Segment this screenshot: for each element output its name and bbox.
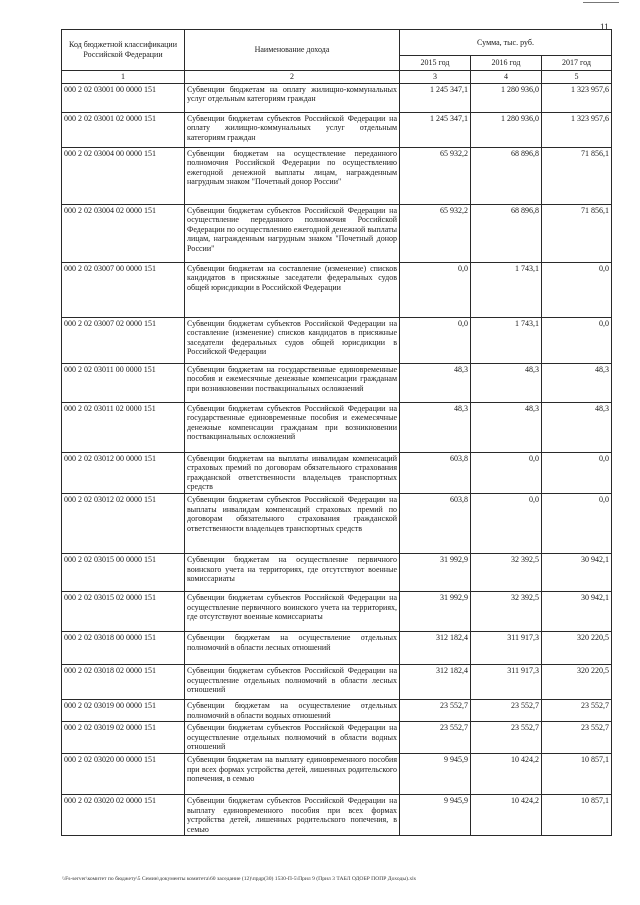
row-amount-2015: 312 182,4 — [400, 631, 471, 664]
row-code: 000 2 02 03007 00 0000 151 — [62, 262, 185, 317]
row-amount-2015: 65 932,2 — [400, 204, 471, 262]
row-amount-2015: 603,8 — [400, 493, 471, 553]
row-amount-2016: 10 424,2 — [471, 794, 542, 835]
row-name: Субвенции бюджетам субъектов Российской Федерации на осуществление отдельных полномочий в области водных отношений — [185, 722, 400, 754]
row-amount-2017: 10 857,1 — [542, 753, 612, 794]
table-row — [62, 363, 612, 402]
row-amount-2017: 0,0 — [542, 452, 612, 493]
row-amount-2015: 23 552,7 — [400, 722, 471, 754]
row-amount-2016: 1 280 936,0 — [471, 112, 542, 147]
row-amount-2015: 23 552,7 — [400, 699, 471, 721]
row-amount-2015: 65 932,2 — [400, 147, 471, 204]
table-row — [62, 591, 612, 631]
row-amount-2016: 32 392,5 — [471, 591, 542, 631]
row-amount-2016: 10 424,2 — [471, 753, 542, 794]
row-amount-2016: 32 392,5 — [471, 553, 542, 591]
row-amount-2016: 1 743,1 — [471, 262, 542, 317]
row-name: Субвенции бюджетам субъектов Российской Федерации на выплату единовременного пособия при всех формах устройства детей, лишенных родительского попечения, в семью — [185, 794, 400, 835]
row-name: Субвенции бюджетам на осуществление отдельных полномочий в области лесных отношений — [185, 631, 400, 664]
row-code: 000 2 02 03012 00 0000 151 — [62, 452, 185, 493]
table-row — [62, 402, 612, 452]
row-amount-2017: 48,3 — [542, 363, 612, 402]
row-amount-2016: 0,0 — [471, 493, 542, 553]
row-code: 000 2 02 03011 00 0000 151 — [62, 363, 185, 402]
row-amount-2016: 311 917,3 — [471, 631, 542, 664]
row-code: 000 2 02 03011 02 0000 151 — [62, 402, 185, 452]
row-amount-2016: 48,3 — [471, 363, 542, 402]
table-row — [62, 794, 612, 835]
col-number-4: 4 — [471, 71, 542, 84]
table-row — [62, 493, 612, 553]
row-code: 000 2 02 03015 00 0000 151 — [62, 553, 185, 591]
row-amount-2017: 10 857,1 — [542, 794, 612, 835]
row-code: 000 2 02 03007 02 0000 151 — [62, 317, 185, 363]
table-row — [62, 147, 612, 204]
header-sum: Сумма, тыс. руб. — [400, 30, 612, 56]
table-row — [62, 699, 612, 721]
row-amount-2017: 71 856,1 — [542, 147, 612, 204]
row-name: Субвенции бюджетам на составление (изменение) списков кандидатов в присяжные заседатели федеральных судов общей юрисдикции в Российской Федерации — [185, 262, 400, 317]
row-name: Субвенции бюджетам на оплату жилищно-коммунальных услуг отдельным категориям граждан — [185, 83, 400, 112]
row-code: 000 2 02 03004 00 0000 151 — [62, 147, 185, 204]
row-amount-2015: 9 945,9 — [400, 753, 471, 794]
top-rule — [583, 2, 619, 3]
row-code: 000 2 02 03001 00 0000 151 — [62, 83, 185, 112]
row-code: 000 2 02 03015 02 0000 151 — [62, 591, 185, 631]
row-name: Субвенции бюджетам субъектов Российской Федерации на осуществление первичного воинского учета на территориях, где отсутствуют военные комиссариаты — [185, 591, 400, 631]
col-number-2: 2 — [185, 71, 400, 84]
row-amount-2017: 0,0 — [542, 262, 612, 317]
revenue-table — [61, 29, 612, 836]
row-code: 000 2 02 03001 02 0000 151 — [62, 112, 185, 147]
row-code: 000 2 02 03019 00 0000 151 — [62, 699, 185, 721]
row-amount-2017: 320 220,5 — [542, 664, 612, 699]
row-amount-2015: 312 182,4 — [400, 664, 471, 699]
col-number-3: 3 — [400, 71, 471, 84]
table-row — [62, 631, 612, 664]
row-amount-2017: 30 942,1 — [542, 553, 612, 591]
row-name: Субвенции бюджетам субъектов Российской Федерации на осуществление переданного полномочия Российской Федерации по осуществлению ежегодной денежной выплаты лицам, награжденным нагрудным знаком "Почетный донор России" — [185, 204, 400, 262]
row-amount-2016: 68 896,8 — [471, 147, 542, 204]
row-code: 000 2 02 03012 02 0000 151 — [62, 493, 185, 553]
row-code: 000 2 02 03020 00 0000 151 — [62, 753, 185, 794]
table-row — [62, 753, 612, 794]
row-amount-2017: 30 942,1 — [542, 591, 612, 631]
row-amount-2015: 31 992,9 — [400, 553, 471, 591]
row-amount-2017: 1 323 957,6 — [542, 83, 612, 112]
row-amount-2016: 0,0 — [471, 452, 542, 493]
row-amount-2017: 23 552,7 — [542, 699, 612, 721]
file-path-footer: \\Fs-server\комитет по бюджету\5 Семин\документы комитета\60 заседание (12)\прдр(30) 1530-П-5\Прил 9 (Прил 3 ТАБЛ ОДОБР ПОПР Доходы).xls — [62, 876, 416, 882]
row-amount-2015: 0,0 — [400, 317, 471, 363]
row-name: Субвенции бюджетам на выплаты инвалидам компенсаций страховых премий по договорам обязательного страхования гражданской ответственности владельцев транспортных средств — [185, 452, 400, 493]
row-name: Субвенции бюджетам субъектов Российской Федерации на оплату жилищно-коммунальных услуг отдельным категориям граждан — [185, 112, 400, 147]
table-row — [62, 452, 612, 493]
column-numbers-row — [62, 71, 612, 84]
row-amount-2015: 48,3 — [400, 402, 471, 452]
row-amount-2017: 71 856,1 — [542, 204, 612, 262]
header-row — [62, 30, 612, 56]
col-number-5: 5 — [542, 71, 612, 84]
row-amount-2017: 23 552,7 — [542, 722, 612, 754]
header-code: Код бюджетной классификации Российской Федерации — [62, 30, 185, 71]
header-year-2015: 2015 год — [400, 56, 471, 71]
row-name: Субвенции бюджетам субъектов Российской Федерации на составление (изменение) списков кандидатов в присяжные заседатели федеральных судов общей юрисдикции в Российской Федерации — [185, 317, 400, 363]
row-amount-2015: 31 992,9 — [400, 591, 471, 631]
table-row — [62, 722, 612, 754]
row-name: Субвенции бюджетам субъектов Российской Федерации на осуществление отдельных полномочий в области лесных отношений — [185, 664, 400, 699]
table-row — [62, 317, 612, 363]
row-amount-2016: 23 552,7 — [471, 722, 542, 754]
row-amount-2016: 311 917,3 — [471, 664, 542, 699]
row-name: Субвенции бюджетам субъектов Российской Федерации на выплаты инвалидам компенсаций страховых премий по договорам обязательного страхования гражданской ответственности владельцев транспортных средств — [185, 493, 400, 553]
row-amount-2016: 1 280 936,0 — [471, 83, 542, 112]
header-year-2016: 2016 год — [471, 56, 542, 71]
row-code: 000 2 02 03019 02 0000 151 — [62, 722, 185, 754]
row-code: 000 2 02 03018 02 0000 151 — [62, 664, 185, 699]
row-amount-2016: 48,3 — [471, 402, 542, 452]
row-amount-2016: 23 552,7 — [471, 699, 542, 721]
row-amount-2015: 603,8 — [400, 452, 471, 493]
header-year-2017: 2017 год — [542, 56, 612, 71]
row-amount-2017: 0,0 — [542, 493, 612, 553]
col-number-1: 1 — [62, 71, 185, 84]
row-name: Субвенции бюджетам на осуществление первичного воинского учета на территориях, где отсутствуют военные комиссариаты — [185, 553, 400, 591]
row-amount-2015: 0,0 — [400, 262, 471, 317]
row-amount-2015: 1 245 347,1 — [400, 83, 471, 112]
row-amount-2016: 68 896,8 — [471, 204, 542, 262]
table-row — [62, 262, 612, 317]
header-name: Наименование дохода — [185, 30, 400, 71]
row-code: 000 2 02 03004 02 0000 151 — [62, 204, 185, 262]
table-row — [62, 664, 612, 699]
row-code: 000 2 02 03020 02 0000 151 — [62, 794, 185, 835]
row-amount-2017: 0,0 — [542, 317, 612, 363]
row-amount-2015: 48,3 — [400, 363, 471, 402]
row-amount-2017: 48,3 — [542, 402, 612, 452]
row-amount-2017: 320 220,5 — [542, 631, 612, 664]
table-row — [62, 83, 612, 112]
table-row — [62, 553, 612, 591]
row-amount-2015: 1 245 347,1 — [400, 112, 471, 147]
row-code: 000 2 02 03018 00 0000 151 — [62, 631, 185, 664]
row-name: Субвенции бюджетам субъектов Российской Федерации на государственные единовременные пособия и ежемесячные денежные компенсации гражданам при возникновении поствакцинальных осложнений — [185, 402, 400, 452]
row-amount-2017: 1 323 957,6 — [542, 112, 612, 147]
row-name: Субвенции бюджетам на выплату единовременного пособия при всех формах устройства детей, лишенных родительского попечения, в семью — [185, 753, 400, 794]
row-name: Субвенции бюджетам на осуществление отдельных полномочий в области водных отношений — [185, 699, 400, 721]
row-name: Субвенции бюджетам на государственные единовременные пособия и ежемесячные денежные компенсации гражданам при возникновении поствакцинальных осложнений — [185, 363, 400, 402]
row-name: Субвенции бюджетам на осуществление переданного полномочия Российской Федерации по осуществлению ежегодной денежной выплаты лицам, награжденным нагрудным знаком "Почетный донор России" — [185, 147, 400, 204]
row-amount-2015: 9 945,9 — [400, 794, 471, 835]
table-row — [62, 204, 612, 262]
row-amount-2016: 1 743,1 — [471, 317, 542, 363]
page-number: 11 — [600, 22, 609, 32]
table-row — [62, 112, 612, 147]
